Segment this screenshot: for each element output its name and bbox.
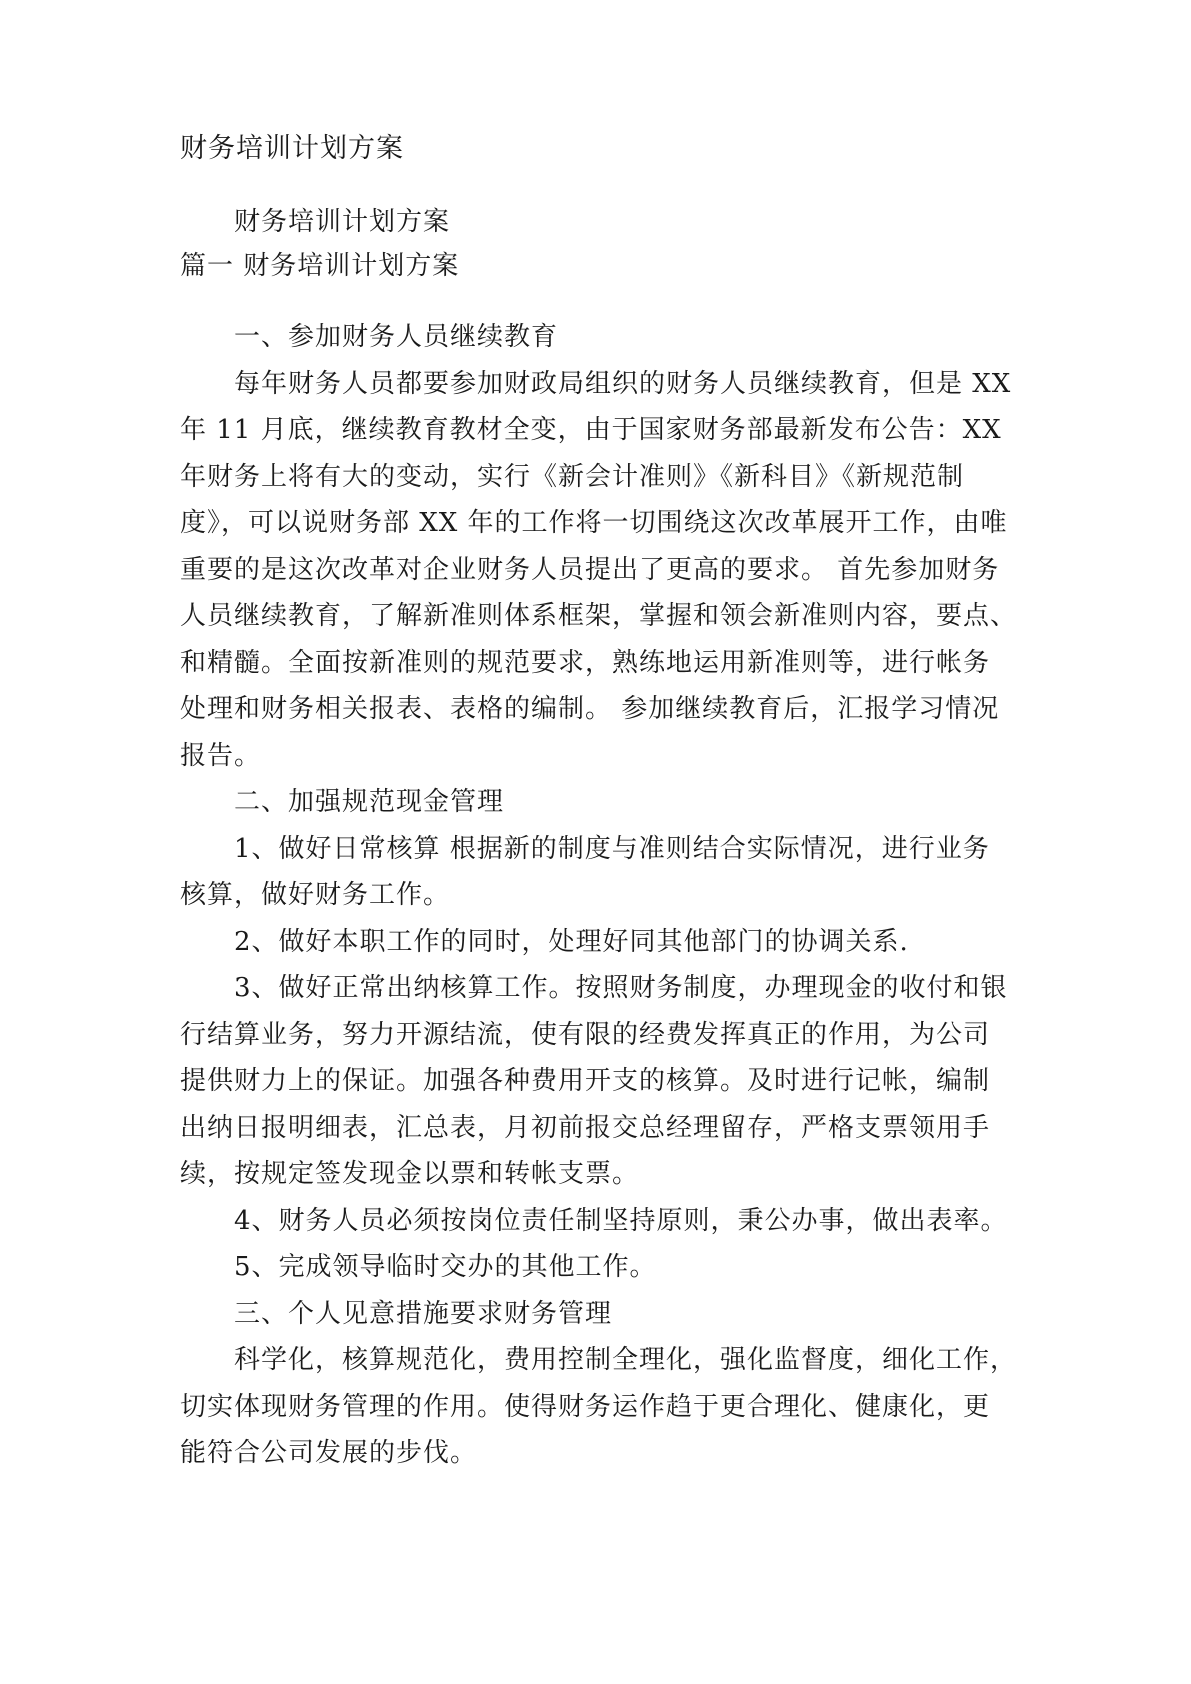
paragraph-line: 核算，做好财务工作。 xyxy=(180,880,451,910)
paragraph-line: 每年财务人员都要参加财政局组织的财务人员继续教育，但是 XX xyxy=(234,369,1012,399)
paragraph-line: 重要的是这次改革对企业财务人员提出了更高的要求。 首先参加财务 xyxy=(180,555,1000,585)
paragraph-line: 报告。 xyxy=(180,741,262,771)
list-item: 5、完成领导临时交办的其他工作。 xyxy=(234,1252,657,1282)
paragraph-line: 人员继续教育，了解新准则体系框架，掌握和领会新准则内容，要点、 xyxy=(180,601,1018,631)
document-subtitle: 财务培训计划方案 xyxy=(234,207,451,237)
paragraph-line: 行结算业务，努力开源结流，使有限的经费发挥真正的作用，为公司 xyxy=(180,1020,991,1050)
list-item: 4、财务人员必须按岗位责任制坚持原则，秉公办事，做出表率。 xyxy=(234,1206,1008,1236)
paragraph-line: 度》，可以说财务部 XX 年的工作将一切围绕这次改革展开工作，由唯 xyxy=(180,508,1008,538)
paragraph-line: 切实体现财务管理的作用。使得财务运作趋于更合理化、健康化，更 xyxy=(180,1392,991,1422)
paragraph-line: 年 11 月底，继续教育教材全变，由于国家财务部最新发布公告：XX xyxy=(180,415,1002,445)
list-item: 2、做好本职工作的同时，处理好同其他部门的协调关系. xyxy=(234,927,909,957)
chapter-heading: 篇一 财务培训计划方案 xyxy=(180,251,460,281)
paragraph-line: 能符合公司发展的步伐。 xyxy=(180,1438,478,1468)
document-title: 财务培训计划方案 xyxy=(180,133,404,164)
section-heading-2: 二、加强规范现金管理 xyxy=(234,787,505,817)
paragraph-line: 科学化，核算规范化，费用控制全理化，强化监督度，细化工作， xyxy=(234,1345,1018,1375)
list-item: 3、做好正常出纳核算工作。按照财务制度，办理现金的收付和银 xyxy=(234,973,1008,1003)
paragraph-line: 年财务上将有大的变动，实行《新会计准则》《新科目》《新规范制 xyxy=(180,462,965,492)
paragraph-line: 提供财力上的保证。加强各种费用开支的核算。及时进行记帐，编制 xyxy=(180,1066,991,1096)
paragraph-line: 处理和财务相关报表、表格的编制。 参加继续教育后，汇报学习情况 xyxy=(180,694,1000,724)
paragraph-line: 续，按规定签发现金以票和转帐支票。 xyxy=(180,1159,640,1189)
section-heading-3: 三、个人见意措施要求财务管理 xyxy=(234,1299,613,1329)
paragraph-line: 和精髓。全面按新准则的规范要求，熟练地运用新准则等，进行帐务 xyxy=(180,648,991,678)
section-heading-1: 一、参加财务人员继续教育 xyxy=(234,322,559,352)
list-item: 1、做好日常核算 根据新的制度与准则结合实际情况，进行业务 xyxy=(234,834,990,864)
paragraph-line: 出纳日报明细表，汇总表，月初前报交总经理留存，严格支票领用手 xyxy=(180,1113,991,1143)
